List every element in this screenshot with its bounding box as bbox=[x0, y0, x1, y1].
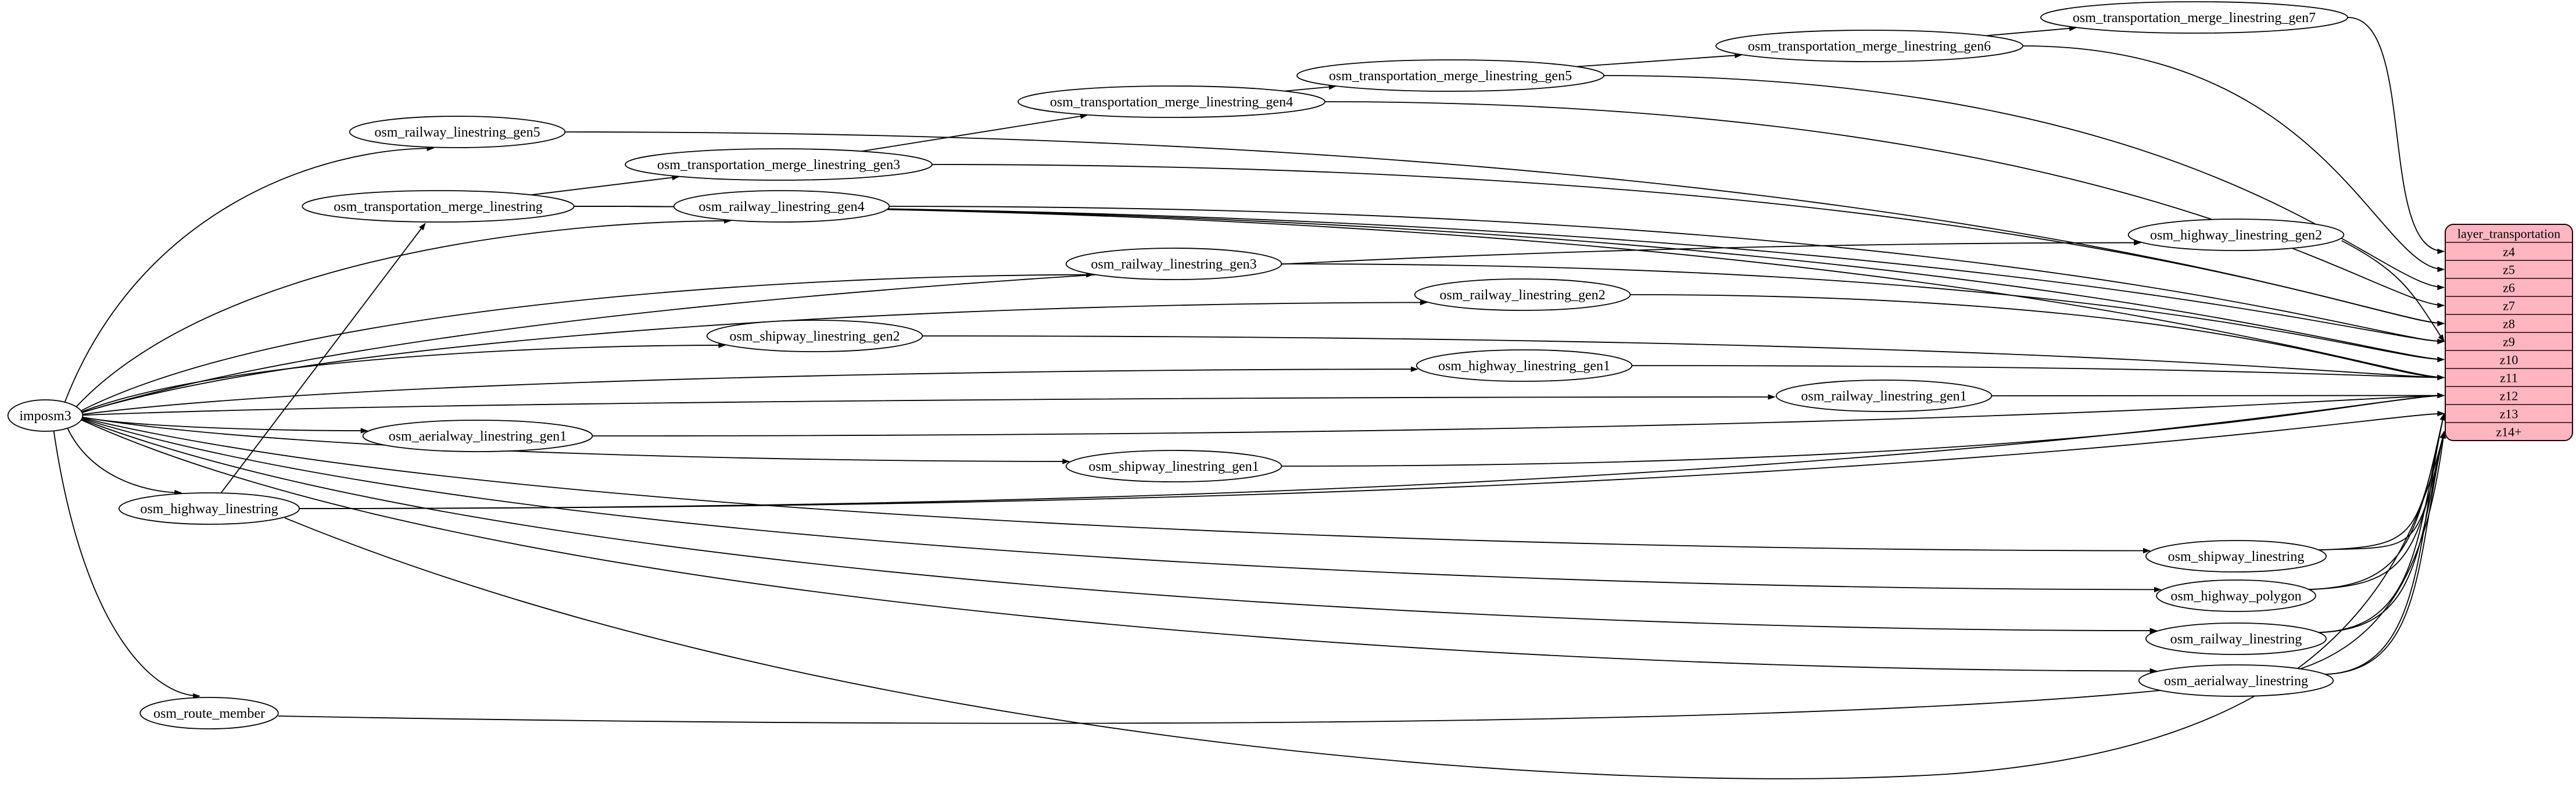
node-osm_transportation_merge_linestring_gen7 bbox=[2041, 2, 2348, 33]
edge-imposm3-to-osm_railway_linestring_gen3 bbox=[81, 275, 1093, 411]
edge-osm_railway_linestring_gen3-to-layer_transportation-z10 bbox=[1281, 264, 2444, 360]
record-row-label: z11 bbox=[2500, 370, 2518, 385]
node-osm_railway_linestring_gen5 bbox=[350, 116, 565, 148]
record-row-label: z7 bbox=[2503, 298, 2515, 313]
edge-osm_transportation_merge_linestring_gen7-to-layer_transportation-z4 bbox=[2348, 17, 2444, 252]
node-osm_transportation_merge_linestring_gen6 bbox=[1716, 30, 2023, 62]
node-osm_highway_polygon bbox=[2156, 580, 2316, 611]
edge-imposm3-to-osm_railway_linestring bbox=[82, 419, 2157, 631]
table-label: osm_railway_linestring_gen3 bbox=[1091, 257, 1257, 272]
node-imposm3 bbox=[8, 400, 83, 431]
record-row-z11 bbox=[2500, 371, 2518, 385]
record-row-z5 bbox=[2503, 263, 2515, 277]
edge-osm_transportation_merge_linestring_gen5-to-osm_transportation_merge_linestring_gen6 bbox=[1577, 55, 1742, 67]
record-layer bbox=[2445, 224, 2573, 441]
edge-osm_shipway_linestring-to-layer_transportation-z13 bbox=[2319, 414, 2444, 550]
edge-imposm3-to-osm_shipway_linestring_gen2 bbox=[81, 345, 725, 412]
table-label: osm_railway_linestring_gen5 bbox=[374, 125, 540, 140]
table-label: osm_transportation_merge_linestring bbox=[334, 199, 543, 214]
record-row-z13 bbox=[2500, 407, 2518, 421]
node-osm_highway_linestring_gen1 bbox=[1417, 350, 1632, 381]
edge-osm_transportation_merge_linestring_gen6-to-osm_transportation_merge_linestring_gen7 bbox=[1986, 28, 2076, 36]
table-label: osm_transportation_merge_linestring_gen4 bbox=[1049, 95, 1294, 110]
table-label: osm_railway_linestring_gen2 bbox=[1439, 288, 1606, 303]
edge-osm_transportation_merge_linestring-to-osm_transportation_merge_linestring_gen3 bbox=[531, 177, 679, 195]
table-label: osm_highway_linestring_gen2 bbox=[2150, 228, 2322, 243]
table-label: osm_railway_linestring bbox=[2170, 632, 2302, 647]
table-label: osm_aerialway_linestring_gen1 bbox=[388, 429, 567, 444]
edge-osm_transportation_merge_linestring_gen5-to-layer_transportation-z6 bbox=[1604, 76, 2444, 288]
node-osm_route_member bbox=[140, 697, 278, 729]
table-label: osm_transportation_merge_linestring_gen3 bbox=[657, 158, 901, 173]
node-osm_highway_linestring bbox=[119, 493, 299, 524]
table-label: osm_highway_linestring_gen1 bbox=[1438, 359, 1610, 374]
table-label: osm_transportation_merge_linestring_gen7 bbox=[2072, 10, 2316, 26]
table-label: osm_railway_linestring_gen4 bbox=[698, 199, 865, 214]
edge-osm_transportation_merge_linestring_gen4-to-osm_transportation_merge_linestring_gen5 bbox=[1285, 87, 1336, 91]
node-osm_shipway_linestring bbox=[2146, 541, 2326, 572]
node-osm_aerialway_linestring bbox=[2139, 665, 2333, 696]
node-osm_transportation_merge_linestring_gen4 bbox=[1018, 86, 1325, 117]
record-row-z12 bbox=[2500, 389, 2518, 403]
edge-osm_aerialway_linestring-to-layer_transportation-z14+ bbox=[2326, 432, 2444, 675]
edge-osm_highway_linestring_gen1-to-layer_transportation-z11 bbox=[1632, 366, 2444, 378]
node-osm_transportation_merge_linestring bbox=[302, 191, 574, 222]
table-label: osm_transportation_merge_linestring_gen5 bbox=[1328, 69, 1572, 84]
edge-osm_railway_linestring_gen2-to-layer_transportation-z11 bbox=[1630, 295, 2444, 378]
node-osm_railway_linestring_gen3 bbox=[1066, 248, 1282, 280]
edge-imposm3-to-osm_railway_linestring_gen5 bbox=[65, 148, 433, 402]
table-label: osm_transportation_merge_linestring_gen6 bbox=[1747, 39, 1991, 54]
edge-imposm3-to-osm_railway_linestring_gen1 bbox=[83, 397, 1775, 415]
record-row-z10 bbox=[2500, 353, 2518, 367]
edge-imposm3-to-osm_route_member bbox=[53, 431, 199, 696]
record-row-label: z5 bbox=[2503, 262, 2515, 277]
record-row-z7 bbox=[2503, 299, 2515, 313]
node-osm_railway_linestring_gen4 bbox=[674, 191, 890, 222]
table-label: osm_aerialway_linestring bbox=[2164, 674, 2308, 689]
node-osm_railway_linestring_gen1 bbox=[1776, 380, 1992, 411]
table-label: osm_shipway_linestring_gen1 bbox=[1088, 459, 1259, 474]
record-row-z8 bbox=[2503, 317, 2515, 331]
record-row-label: z10 bbox=[2499, 352, 2518, 367]
node-osm_railway_linestring_gen2 bbox=[1415, 279, 1631, 310]
node-osm_railway_linestring bbox=[2146, 623, 2326, 654]
record-row-label: z4 bbox=[2503, 244, 2515, 259]
table-label: osm_shipway_linestring_gen2 bbox=[729, 329, 900, 344]
edge-imposm3-to-osm_highway_linestring_gen1 bbox=[83, 369, 1417, 414]
record-layer_transportation bbox=[2445, 224, 2573, 441]
table-label: osm_route_member bbox=[153, 706, 265, 721]
edge-osm_transportation_merge_linestring_gen3-to-osm_transportation_merge_linestring_gen4 bbox=[861, 115, 1087, 151]
edge-osm_highway_linestring-to-layer_transportation-z12 bbox=[299, 396, 2444, 509]
nodes-layer bbox=[8, 2, 2348, 729]
table-label: imposm3 bbox=[19, 409, 71, 424]
record-row-z6 bbox=[2503, 281, 2515, 295]
table-label: osm_railway_linestring_gen1 bbox=[1801, 389, 1967, 404]
node-osm_transportation_merge_linestring_gen3 bbox=[625, 149, 932, 180]
edge-osm_transportation_merge_linestring_gen4-to-layer_transportation-z7 bbox=[1325, 102, 2444, 306]
record-title: layer_transportation bbox=[2457, 226, 2561, 241]
record-row-label: z9 bbox=[2503, 334, 2515, 349]
record-row-label: z12 bbox=[2499, 388, 2518, 403]
edge-osm_highway_polygon-to-layer_transportation-z13 bbox=[2309, 414, 2444, 590]
table-label: osm_highway_linestring bbox=[140, 502, 278, 517]
node-osm_transportation_merge_linestring_gen5 bbox=[1297, 60, 1604, 91]
edge-osm_route_member-to-layer_transportation-z14+ bbox=[278, 432, 2444, 724]
record-row-z4 bbox=[2503, 245, 2515, 259]
node-osm_aerialway_linestring_gen1 bbox=[363, 420, 593, 452]
table-label: osm_shipway_linestring bbox=[2167, 549, 2305, 564]
record-row-label: z14+ bbox=[2496, 424, 2522, 439]
record-row-label: z6 bbox=[2503, 280, 2515, 295]
edge-osm_highway_linestring-to-layer_transportation-z14+ bbox=[285, 432, 2444, 779]
node-osm_highway_linestring_gen2 bbox=[2129, 219, 2344, 251]
record-row-label: z13 bbox=[2499, 406, 2518, 421]
edge-osm_aerialway_linestring-to-layer_transportation-z13 bbox=[2326, 414, 2444, 675]
table-label: osm_highway_polygon bbox=[2170, 589, 2302, 604]
node-osm_shipway_linestring_gen1 bbox=[1066, 450, 1282, 482]
record-row-label: z8 bbox=[2503, 316, 2515, 331]
record-row-z14+ bbox=[2496, 425, 2521, 439]
edge-osm_highway_linestring-to-layer_transportation-z13 bbox=[299, 414, 2444, 509]
node-osm_shipway_linestring_gen2 bbox=[707, 320, 923, 352]
record-row-z9 bbox=[2503, 335, 2515, 349]
edge-osm_railway_linestring-to-layer_transportation-z14+ bbox=[2319, 432, 2444, 633]
